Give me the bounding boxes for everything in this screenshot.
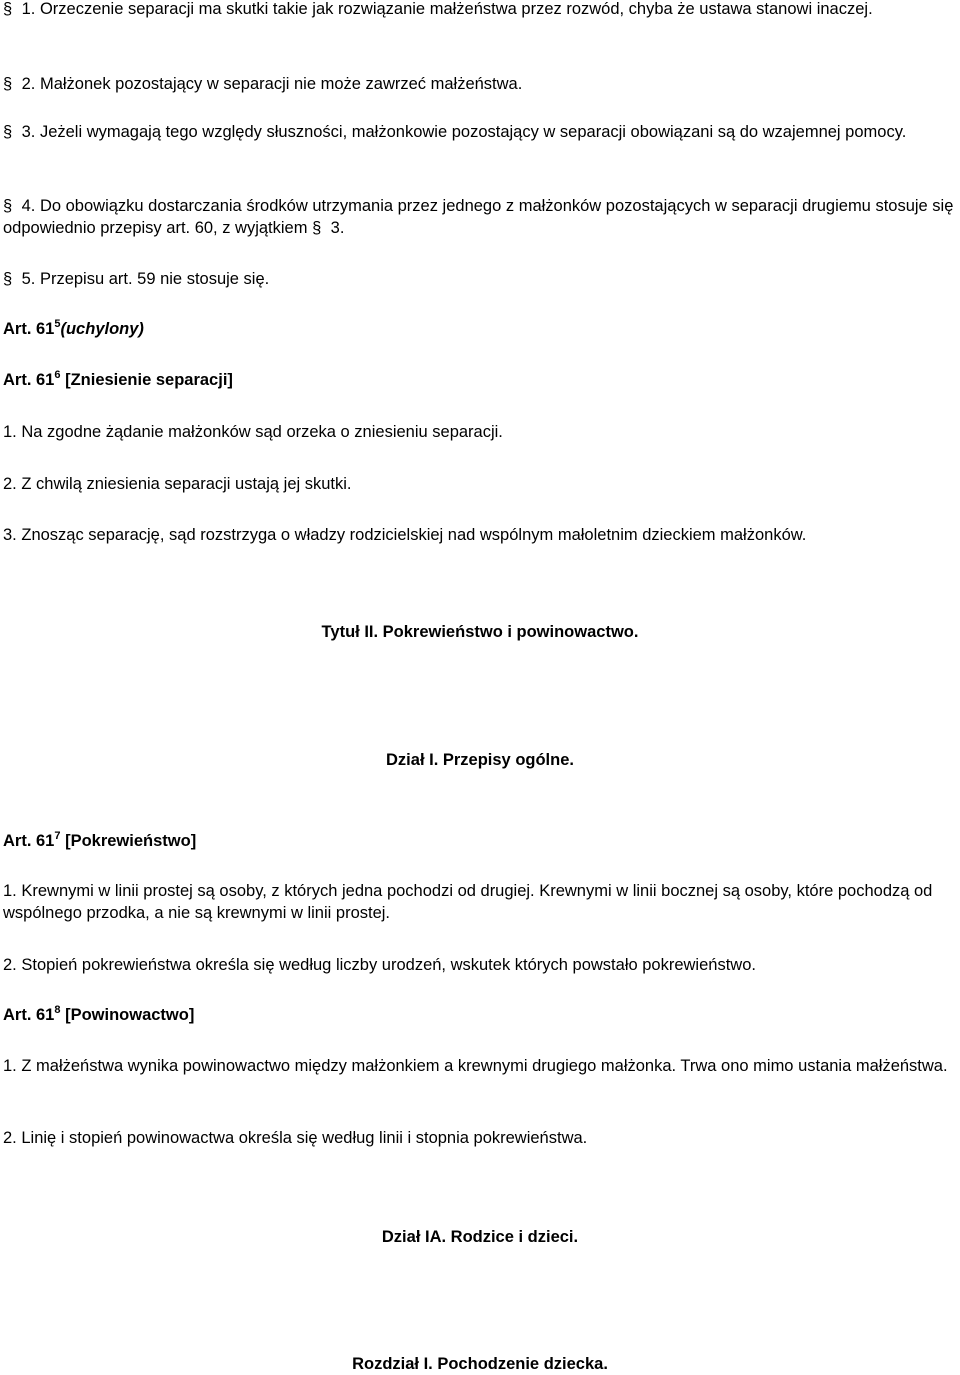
article-61-8-heading: Art. $61^8$ [Powinowactwo] xyxy=(3,1003,195,1024)
article-61-5-heading: Art. $61^5(uchylony)$ xyxy=(3,317,144,338)
list-item: 3. Znosząc separację, sąd rozstrzyga o władzy rodzicielskiej nad wspólnym małoletnim dzieckiem małżonków. xyxy=(3,526,807,544)
list-item: 2. Stopień pokrewieństwa określa się według liczby urodzeń, wskutek których powstało pokrewieństwo. xyxy=(3,956,756,974)
section-sign: § xyxy=(312,219,322,237)
list-item: 2. Z chwilą zniesienia separacji ustają jej skutki. xyxy=(3,475,352,493)
article-61-7-heading: Art. $61^7$ [Pokrewieństwo] xyxy=(3,829,197,850)
article-61-6-heading: Art. $61^6$ [Zniesienie separacji] xyxy=(3,368,233,389)
paragraph-4: § 4. Do obowiązku dostarczania środków utrzymania przez jednego z małżonków pozostających w separacji drugiemu stosuje się odpowiednio przepisy art. 60, z wyjątkiem § 3. xyxy=(3,197,954,237)
section-sign: § xyxy=(3,0,13,18)
list-item: 1. Krewnymi w linii prostej są osoby, z których jedna pochodzi od drugiej. Krewnymi w linii bocznej są osoby, które pochodzą od wspólnego przodka, a nie są krewnymi w linii prostej. xyxy=(3,882,933,922)
dzial-i-heading: Dział I. Przepisy ogólne. xyxy=(386,751,574,769)
list-item: 2. Linię i stopień powinowactwa określa się według linii i stopnia pokrewieństwa. xyxy=(3,1129,588,1147)
paragraph-3: § 3. Jeżeli wymagają tego względy słuszności, małżonkowie pozostający w separacji obowiązani są do wzajemnej pomocy. xyxy=(3,123,907,141)
dzial-ia-heading: Dział IA. Rodzice i dzieci. xyxy=(381,1228,579,1246)
rozdzial-i-heading: Rozdział I. Pochodzenie dziecka. xyxy=(352,1355,608,1373)
title-ii-heading: Tytuł II. Pokrewieństwo i powinowactwo. xyxy=(321,623,639,641)
paragraph-1: § 1. Orzeczenie separacji ma skutki takie jak rozwiązanie małżeństwa przez rozwód, chyba że ustawa stanowi inaczej. xyxy=(3,0,873,18)
section-sign: § xyxy=(3,197,13,215)
list-item: 1. Z małżeństwa wynika powinowactwo między małżonkiem a krewnymi drugiego małżonka. Trwa ono mimo ustania małżeństwa. xyxy=(3,1057,948,1075)
list-item: 1. Na zgodne żądanie małżonków sąd orzeka o zniesieniu separacji. xyxy=(3,423,503,441)
section-sign: § xyxy=(3,123,13,141)
section-sign: § xyxy=(3,270,13,288)
section-sign: § xyxy=(3,75,13,93)
paragraph-2: § 2. Małżonek pozostający w separacji nie może zawrzeć małżeństwa. xyxy=(3,75,523,93)
paragraph-5: § 5. Przepisu art. 59 nie stosuje się. xyxy=(3,270,270,288)
